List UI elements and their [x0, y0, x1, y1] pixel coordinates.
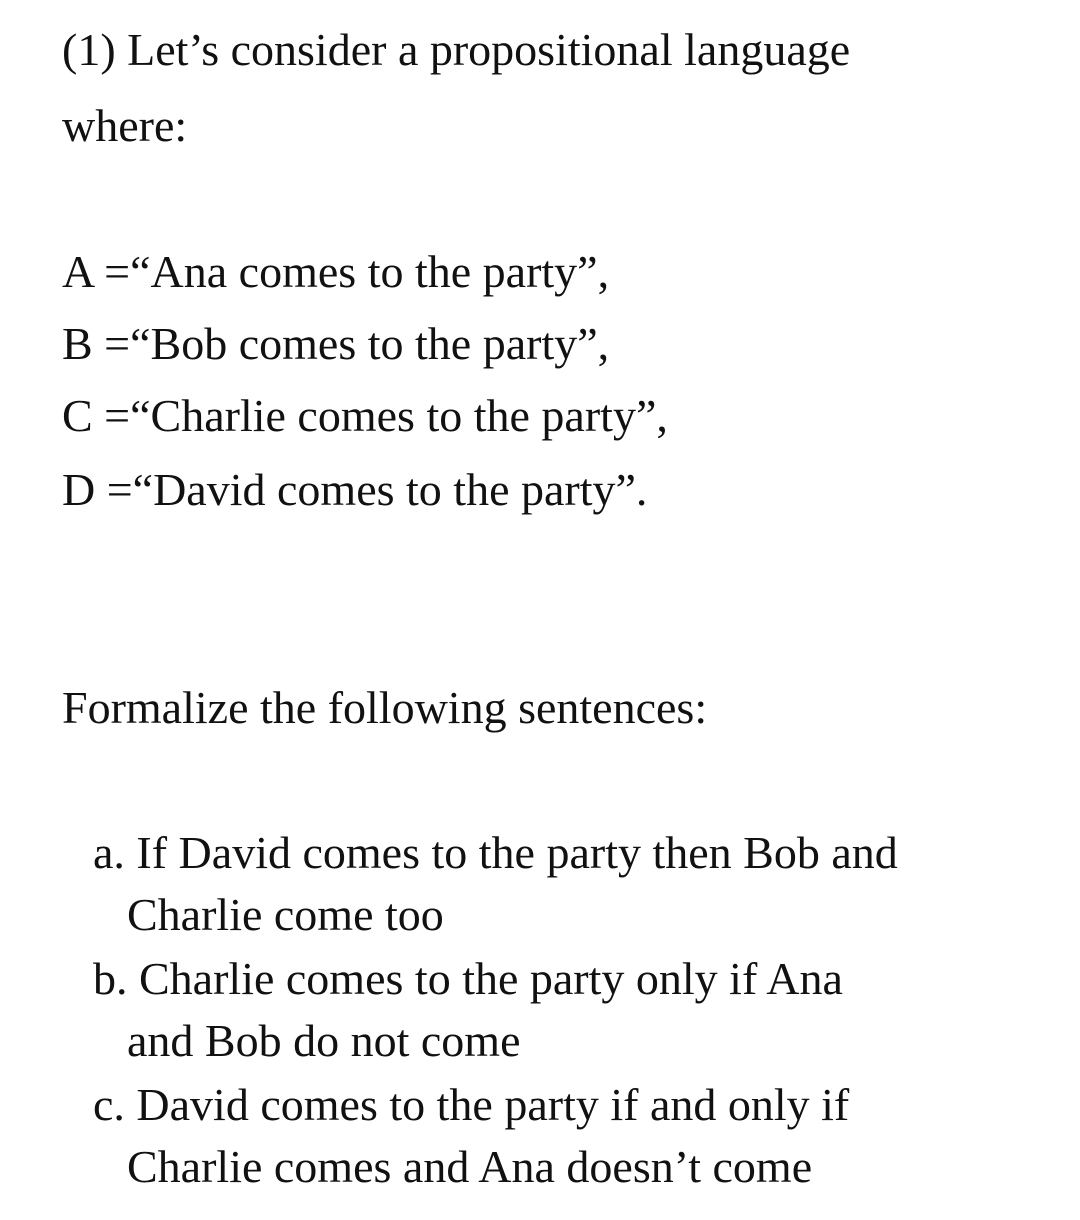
definition-c: C =“Charlie comes to the party”, [62, 390, 668, 441]
list-item-a [93, 822, 1053, 946]
list-item-b-line-1: b. Charlie comes to the party only if Ana [93, 953, 843, 1004]
definition-b: B =“Bob comes to the party”, [62, 318, 610, 369]
definition-a: A =“Ana comes to the party”, [62, 246, 610, 297]
instruction: Formalize the following sentences: [62, 682, 708, 733]
definition-d: D =“David comes to the party”. [62, 464, 648, 515]
list-item-c-line-1: c. David comes to the party if and only if [93, 1079, 850, 1130]
problem-heading-line-2: where: [62, 100, 188, 151]
list-item-b-line-2: and Bob do not come [127, 1015, 521, 1066]
list-item-a-line-1: a. If David comes to the party then Bob and [93, 827, 898, 878]
list-item-b [93, 948, 1053, 1072]
list-item-c [93, 1074, 1053, 1198]
problem-heading-line-1: (1) Let’s consider a propositional language [62, 24, 851, 75]
list-item-c-line-2: Charlie comes and Ana doesn’t come [127, 1141, 813, 1192]
list-item-a-line-2: Charlie come too [127, 889, 444, 940]
